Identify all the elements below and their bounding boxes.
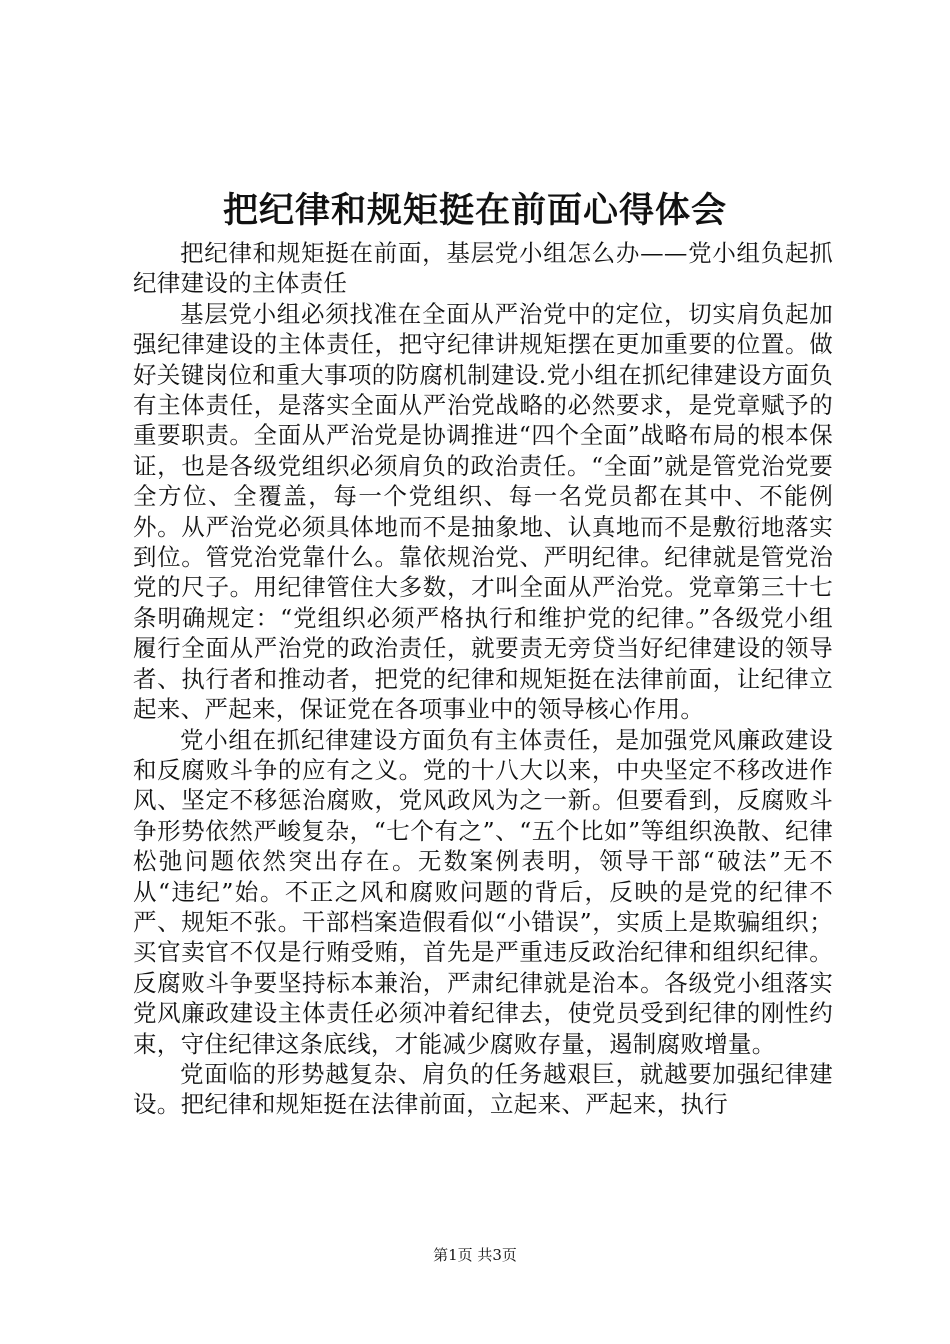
paragraph-3: 党小组在抓纪律建设方面负有主体责任，是加强党风廉政建设和反腐败斗争的应有之义。党的十八大以来，中央坚定不移改进作风、坚定不移惩治腐败，党风政风为之一新。但要看到，反腐败斗争形势依然严峻复杂，“七个有之”、“五个比如”等组织涣散、纪律松弛问题依然突出存在。无数案例表明，领导干部“破法”无不从“违纪”始。不正之风和腐败问题的背后，反映的是党的纪律不严、规矩不张。干部档案造假看似“小错误”，实质上是欺骗组织；买官卖官不仅是行贿受贿，首先是严重违反政治纪律和组织纪律。反腐败斗争要坚持标本兼治，严肃纪律就是治本。各级党小组落实党风廉政建设主体责任必须冲着纪律去，使党员受到纪律的刚性约束，守住纪律这条底线，才能减少腐败存量，遏制腐败增量。 <box>133 725 833 1058</box>
document-body <box>133 238 833 1120</box>
paragraph-1: 把纪律和规矩挺在前面，基层党小组怎么办——党小组负起抓纪律建设的主体责任 <box>133 239 833 298</box>
page-footer: 第1页 共3页 <box>433 1246 517 1264</box>
document-title: 把纪律和规矩挺在前面心得体会 <box>222 190 727 231</box>
paragraph-4: 党面临的形势越复杂、肩负的任务越艰巨，就越要加强纪律建设。把纪律和规矩挺在法律前面，立起来、严起来，执行 <box>133 1059 833 1119</box>
paragraph-2: 基层党小组必须找准在全面从严治党中的定位，切实肩负起加强纪律建设的主体责任，把守纪律讲规矩摆在更加重要的位置。做好关键岗位和重大事项的防腐机制建设.党小组在抓纪律建设方面负有主体责任，是落实全面从严治党战略的必然要求，是党章赋予的重要职责。全面从严治党是协调推进“四个全面”战略布局的根本保证，也是各级党组织必须肩负的政治责任。“全面”就是管党治党要全方位、全覆盖，每一个党组织、每一名党员都在其中、不能例外。从严治党必须具体地而不是抽象地、认真地而不是敷衍地落实到位。管党治党靠什么。靠依规治党、严明纪律。纪律就是管党治党的尺子。用纪律管住大多数，才叫全面从严治党。党章第三十七条明确规定：“党组织必须严格执行和维护党的纪律。”各级党小组履行全面从严治党的政治责任，就要责无旁贷当好纪律建设的领导者、执行者和推动者，把党的纪律和规矩挺在法律前面，让纪律立起来、严起来，保证党在各项事业中的领导核心作用。 <box>133 299 833 724</box>
